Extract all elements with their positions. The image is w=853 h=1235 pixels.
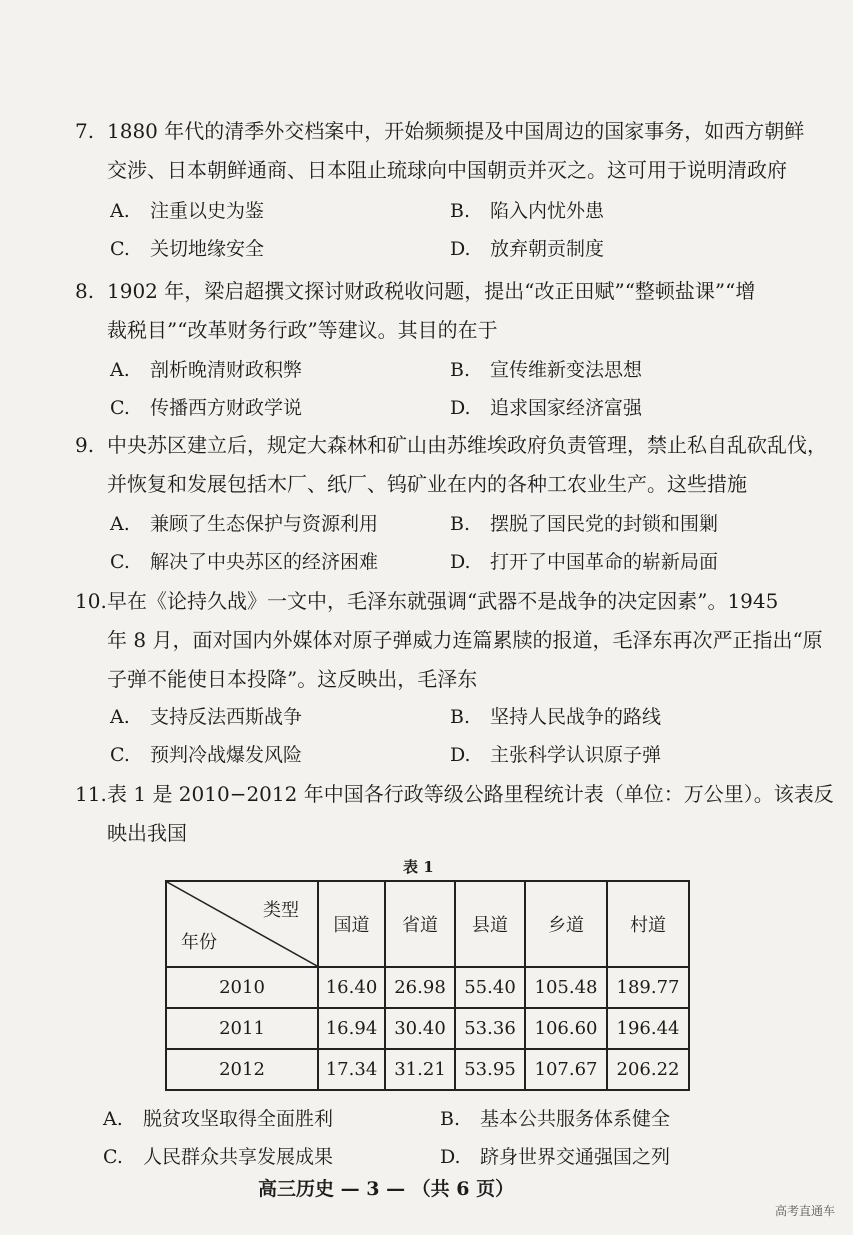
question-8: [75, 272, 795, 352]
option-a: A. 剖析晚清财政积弊: [110, 359, 303, 381]
question-number: 8.: [75, 279, 95, 303]
option-c: C. 关切地缘安全: [110, 238, 265, 260]
question-stem-line: 交涉、日本朝鲜通商、日本阻止琉球向中国朝贡并灭之。这可用于说明清政府: [107, 158, 787, 182]
question-stem-line: 1880 年代的清季外交档案中，开始频频提及中国周边的国家事务，如西方朝鲜: [107, 119, 805, 143]
table-cell: 31.21: [385, 1049, 455, 1090]
option-c: C. 人民群众共享发展成果: [103, 1146, 334, 1168]
question-7: [75, 112, 805, 192]
column-header: 乡道: [525, 881, 607, 967]
question-stem-line: 1902 年，梁启超撰文探讨财政税收问题，提出“改正田赋”“整顿盐课”“增: [107, 279, 756, 303]
table-cell: 26.98: [385, 967, 455, 1008]
option-d: D. 打开了中国革命的崭新局面: [450, 551, 719, 573]
question-stem-line: 子弹不能使日本投降”。这反映出，毛泽东: [107, 667, 478, 691]
column-header: 国道: [318, 881, 385, 967]
table-header-row: [166, 881, 689, 967]
question-11: [75, 775, 834, 855]
question-number: 10.: [75, 589, 107, 613]
column-header-label: 类型: [263, 900, 299, 921]
year-cell: 2010: [166, 967, 318, 1008]
option-a: A. 注重以史为鉴: [110, 200, 265, 222]
diagonal-header-cell: [166, 881, 318, 967]
option-b: B. 坚持人民战争的路线: [450, 706, 662, 728]
option-b: B. 陷入内忧外患: [450, 200, 605, 222]
question-stem-line: 中央苏区建立后，规定大森林和矿山由苏维埃政府负责管理，禁止私自乱砍乱伐，: [107, 433, 827, 457]
page-footer: 高三历史 — 3 — （共 6 页）: [258, 1178, 515, 1200]
option-d: D. 跻身世界交通强国之列: [440, 1146, 671, 1168]
option-d: D. 放弃朝贡制度: [450, 238, 605, 260]
question-stem-line: 早在《论持久战》一文中，毛泽东就强调“武器不是战争的决定因素”。1945: [107, 589, 779, 613]
road-mileage-table: [165, 880, 690, 1091]
question-number: 9.: [75, 433, 95, 457]
question-stem-line: 裁税目”“改革财务行政”等建议。其目的在于: [107, 318, 498, 342]
column-header: 村道: [607, 881, 689, 967]
year-cell: 2011: [166, 1008, 318, 1049]
option-c: C. 预判冷战爆发风险: [110, 744, 303, 766]
table-cell: 106.60: [525, 1008, 607, 1049]
table-cell: 206.22: [607, 1049, 689, 1090]
question-number: 7.: [75, 119, 95, 143]
option-b: B. 摆脱了国民党的封锁和围剿: [450, 513, 719, 535]
year-cell: 2012: [166, 1049, 318, 1090]
table-cell: 196.44: [607, 1008, 689, 1049]
table-cell: 30.40: [385, 1008, 455, 1049]
row-header-label: 年份: [181, 932, 217, 953]
question-number: 11.: [75, 782, 107, 806]
option-c: C. 传播西方财政学说: [110, 397, 303, 419]
table-cell: 53.36: [455, 1008, 525, 1049]
table-caption: 表 1: [403, 858, 434, 876]
option-a: A. 兼顾了生态保护与资源利用: [110, 513, 379, 535]
table-cell: 107.67: [525, 1049, 607, 1090]
table-row: [166, 1008, 689, 1049]
table-row: [166, 967, 689, 1008]
question-stem-line: 表 1 是 2010−2012 年中国各行政等级公路里程统计表（单位：万公里）。该表反: [107, 782, 834, 806]
table-cell: 53.95: [455, 1049, 525, 1090]
table-cell: 105.48: [525, 967, 607, 1008]
table-cell: 17.34: [318, 1049, 385, 1090]
table-cell: 189.77: [607, 967, 689, 1008]
table-cell: 55.40: [455, 967, 525, 1008]
column-header: 省道: [385, 881, 455, 967]
watermark: 高考直通车: [774, 1204, 835, 1218]
option-b: B. 基本公共服务体系健全: [440, 1108, 671, 1130]
option-a: A. 脱贫攻坚取得全面胜利: [103, 1108, 334, 1130]
option-d: D. 主张科学认识原子弹: [450, 744, 662, 766]
table-cell: 16.94: [318, 1008, 385, 1049]
option-c: C. 解决了中央苏区的经济困难: [110, 551, 379, 573]
question-10: [75, 582, 823, 700]
question-stem-line: 并恢复和发展包括木厂、纸厂、钨矿业在内的各种工农业生产。这些措施: [107, 472, 747, 496]
option-a: A. 支持反法西斯战争: [110, 706, 303, 728]
question-stem-line: 年 8 月，面对国内外媒体对原子弹威力连篇累牍的报道，毛泽东再次严正指出“原: [107, 628, 823, 652]
table-cell: 16.40: [318, 967, 385, 1008]
option-d: D. 追求国家经济富强: [450, 397, 643, 419]
table-row: [166, 1049, 689, 1090]
column-header: 县道: [455, 881, 525, 967]
option-b: B. 宣传维新变法思想: [450, 359, 643, 381]
question-9: [75, 426, 827, 506]
question-stem-line: 映出我国: [107, 821, 187, 845]
